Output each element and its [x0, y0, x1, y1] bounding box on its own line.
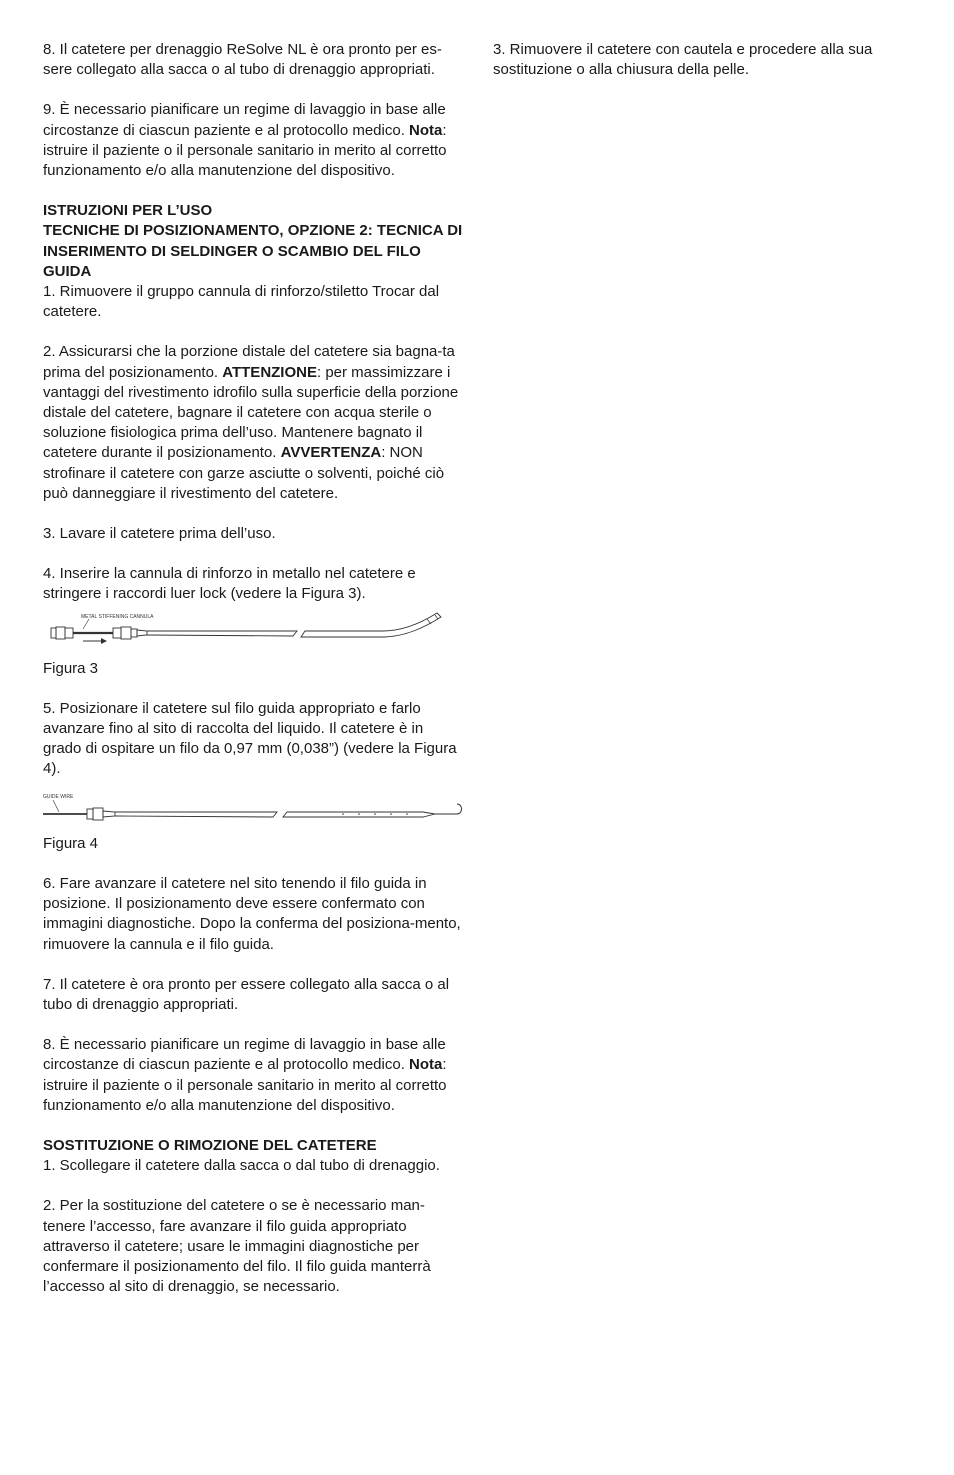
- right-column: [493, 40, 903, 80]
- figure-4-label: GUIDE WIRE: [43, 793, 74, 800]
- seldinger-step-6: 6. Fare avanzare il catetere nel sito tenendo il filo guida in posizione. Il posizionamento deve essere confermato con immagini diagnostiche. Dopo la conferma del posiziona-mento, rimuovere la cannula e il filo guida.: [43, 874, 461, 953]
- seldinger-step-2: [43, 342, 463, 504]
- seldinger-step-3: 3. Lavare il catetere prima dell’uso.: [43, 525, 276, 543]
- removal-step-1: 1. Scollegare il catetere dalla sacca o dal tubo di drenaggio.: [43, 1157, 440, 1175]
- seldinger-step-5: 5. Posizionare il catetere sul filo guida appropriato e farlo avanzare fino al sito di raccolta del liquido. Il catetere è in grado di ospitare un filo da 0,97 mm (0,038”) (vedere la Figura 4).: [43, 699, 457, 778]
- left-column: [43, 40, 463, 1297]
- warning-text: : NON strofinare il catetere con garze asciutte o solventi, poiché ciò può danneggiare il rivestimento del catetere.: [43, 444, 445, 502]
- note-text-2: : istruire il paziente o il personale sanitario in merito al corretto funzionamento e/o alla manutenzione del dispositivo.: [43, 1056, 447, 1114]
- seldinger-step-7: 7. Il catetere è ora pronto per essere collegato alla sacca o al tubo di drenaggio appropriati.: [43, 975, 450, 1013]
- figure-4-caption: Figura 4: [43, 834, 99, 852]
- step-9-flushing: [43, 100, 463, 181]
- removal-step-3: 3. Rimuovere il catetere con cautela e procedere alla sua sostituzione o alla chiusura della pelle.: [493, 41, 873, 79]
- note-label: Nota: [409, 121, 443, 139]
- figure-3-caption: Figura 3: [43, 659, 99, 677]
- seldinger-step-8: [43, 1035, 463, 1116]
- step-2-text: 2. Assicurarsi che la porzione distale del catetere sia bagna-ta prima del posizionamento.: [43, 343, 455, 381]
- step-9-text: 9. È necessario pianificare un regime di lavaggio in base alle circostanze di ciascun paziente e al protocollo medico.: [43, 101, 446, 139]
- figure-3-catheter-cannula-drawing: [43, 609, 463, 653]
- figure-3-label: METAL STIFFENING CANNULA: [81, 613, 154, 620]
- warning-label: AVVERTENZA: [280, 444, 382, 462]
- figure-4: [43, 784, 463, 828]
- seldinger-step-4: 4. Inserire la cannula di rinforzo in metallo nel catetere e stringere i raccordi luer lock (vedere la Figura 3).: [43, 565, 416, 603]
- attention-text: : per massimizzare i vantaggi del rivestimento idrofilo sulla superficie della porzione distale del catetere, bagnare il catetere con acqua sterile o soluzione fisiologica prima dell’uso. Mantenere bagnato il catetere durante il posizionamento.: [43, 363, 459, 462]
- note-label-2: Nota: [409, 1056, 443, 1074]
- attention-label: ATTENZIONE: [222, 363, 317, 381]
- removal-step-2: 2. Per la sostituzione del catetere o se è necessario man-tenere l’accesso, fare avanzare il filo guida appropriato attraverso il catetere; usare le immagini diagnostiche per confermare il posizionamento del filo. Il filo guida manterrà l’accesso al sito di drenaggio, se necessario.: [43, 1197, 431, 1296]
- heading-seldinger: TECNICHE DI POSIZIONAMENTO, OPZIONE 2: TECNICA DI INSERIMENTO DI SELDINGER O SCAMBIO DEL FILO GUIDA: [43, 222, 463, 280]
- seldinger-step-1: 1. Rimuovere il gruppo cannula di rinforzo/stiletto Trocar dal catetere.: [43, 283, 440, 321]
- note-text: : istruire il paziente o il personale sanitario in merito al corretto funzionamento e/o alla manutenzione del dispositivo.: [43, 121, 447, 180]
- heading-replacement: SOSTITUZIONE O RIMOZIONE DEL CATETERE: [43, 1136, 377, 1154]
- step-8-text: 8. È necessario pianificare un regime di lavaggio in base alle circostanze di ciascun paziente e al protocollo medico.: [43, 1036, 446, 1074]
- heading-ifu: ISTRUZIONI PER L’USO: [43, 202, 213, 220]
- figure-3: [43, 609, 463, 653]
- figure-4-guidewire-drawing: [43, 784, 463, 828]
- step-8-ready-resolve: 8. Il catetere per drenaggio ReSolve NL è ora pronto per es- sere collegato alla sacca o al tubo di drenaggio appropriati.: [43, 41, 442, 79]
